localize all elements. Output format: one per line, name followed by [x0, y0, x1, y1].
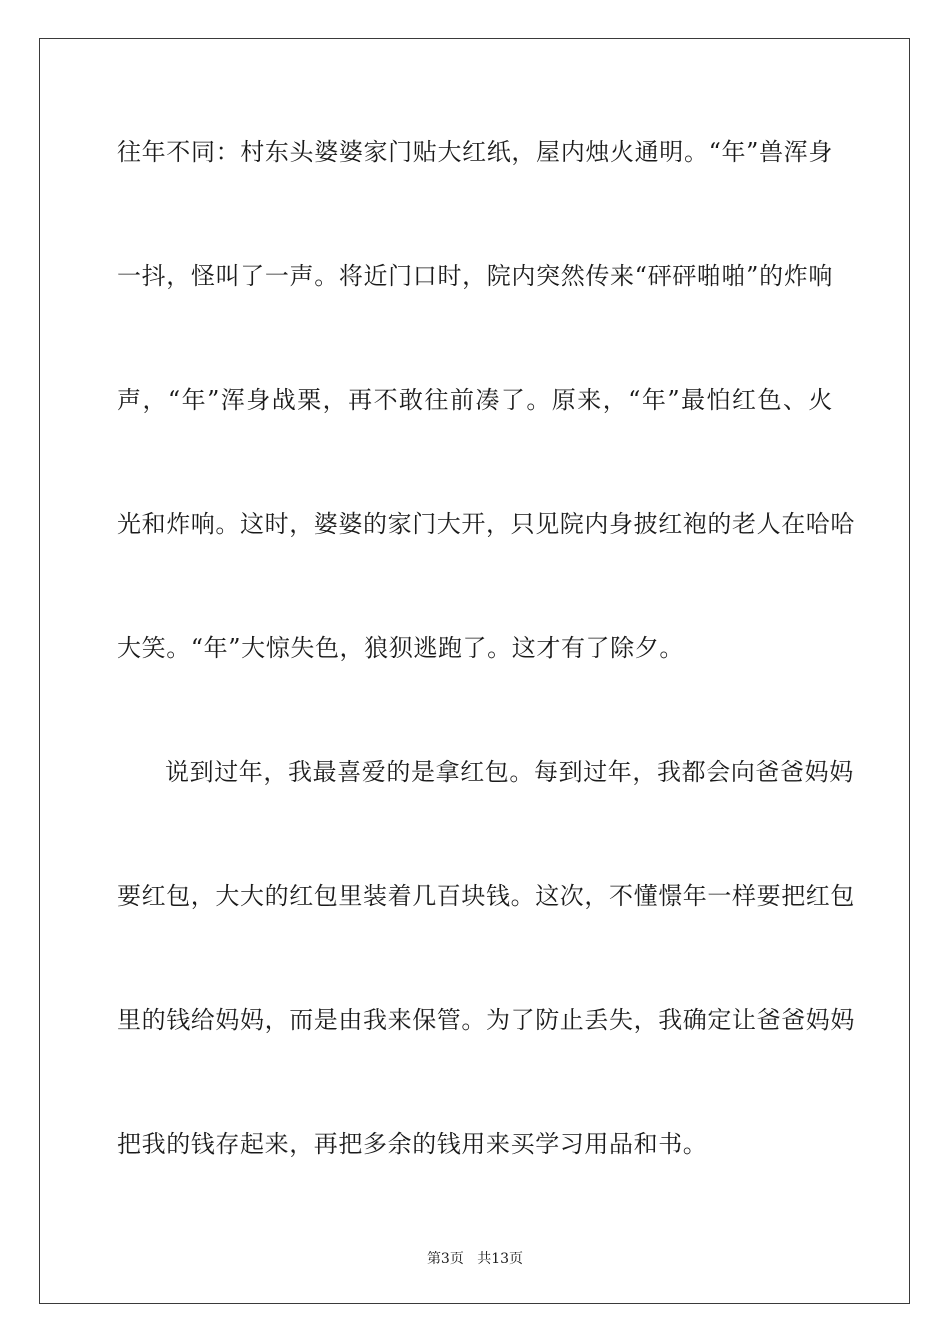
- text-line: 光和炸响。这时，婆婆的家门大开，只见院内身披红袍的老人在哈哈: [117, 510, 855, 538]
- page-total: 共13页: [477, 1251, 524, 1267]
- page-number: 第3页: [426, 1251, 464, 1267]
- text-line: 把我的钱存起来，再把多余的钱用来买学习用品和书。: [117, 1130, 708, 1158]
- page-border: [39, 38, 910, 1304]
- text-line: 里的钱给妈妈，而是由我来保管。为了防止丢失，我确定让爸爸妈妈: [117, 1006, 855, 1034]
- page-footer: [0, 1248, 950, 1268]
- text-line: 声，“年”浑身战栗，再不敢往前凑了。原来，“年”最怕红色、火: [117, 386, 833, 414]
- text-line: 要红包，大大的红包里装着几百块钱。这次，不懂憬年一样要把红包: [117, 882, 855, 910]
- text-line: 一抖，怪叫了一声。将近门口时，院内突然传来“砰砰啪啪”的炸响: [117, 262, 833, 290]
- text-line: 大笑。“年”大惊失色，狼狈逃跑了。这才有了除夕。: [117, 634, 684, 662]
- paragraph-first-line: 说到过年，我最喜爱的是拿红包。每到过年，我都会向爸爸妈妈: [165, 758, 854, 786]
- text-line: 往年不同：村东头婆婆家门贴大红纸，屋内烛火通明。“年”兽浑身: [117, 138, 833, 166]
